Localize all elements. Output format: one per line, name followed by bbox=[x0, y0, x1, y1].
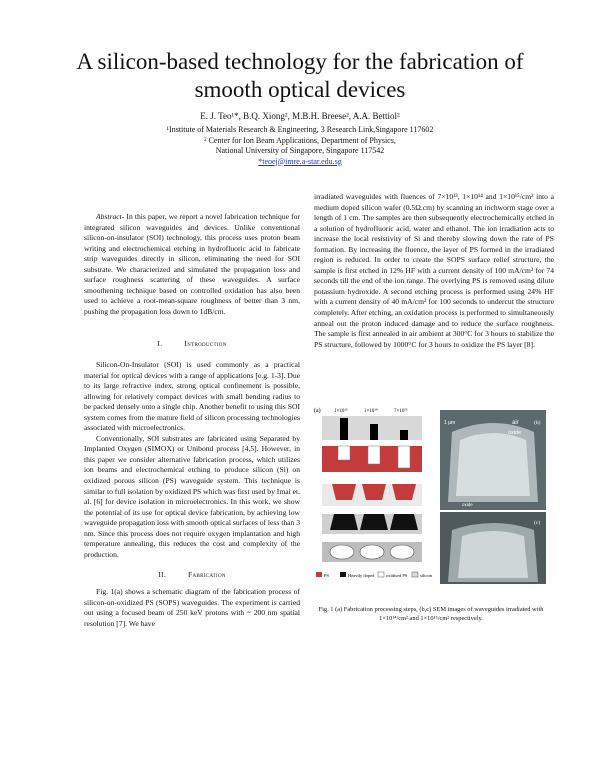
figure-legend bbox=[316, 572, 433, 578]
section-title: Introduction bbox=[184, 339, 227, 349]
legend-oxidised-ps: oxidised PS bbox=[386, 573, 408, 578]
paper-title bbox=[40, 48, 560, 104]
affiliations bbox=[40, 125, 560, 167]
affiliation-3: National University of Singapore, Singapore 117542 bbox=[215, 146, 385, 155]
figure-caption: Fig. 1 (a) Fabrication processing steps, (b,c) SEM images of waveguides irradiated with 1×10¹⁴/cm² and 1×10¹⁵/cm² respectively. bbox=[318, 606, 544, 622]
scale-label: 1 μm bbox=[444, 420, 456, 426]
abstract-text: In this paper, we report a novel fabrication technique for integrated silicon waveguides and devices. Unlike conventional silicon-on-insulator (SOI) technology, this process uses proton beam writing and electrochemical etching in hydrofluoric acid to fabricate strip waveguides directly in silicon, eliminating the need for SOI substrate. We characterized and simulated the propagation loss and surface roughness scattering of these waveguides. A surface smoothening technique based on controlled oxidation has also been used to achieve a root-mean-square roughness of better than 3 nm, pushing the propagation loss down to 1dB/cm. bbox=[84, 212, 300, 316]
section-title: Fabrication bbox=[188, 570, 226, 580]
fluence-label-1: 1×10¹⁵ bbox=[334, 409, 348, 414]
title-line-1: A silicon-based technology for the fabrication of bbox=[76, 49, 524, 74]
right-column bbox=[314, 192, 554, 350]
process-step-1 bbox=[322, 416, 422, 440]
title-line-2: smooth optical devices bbox=[194, 77, 406, 102]
bottom-oxide-label: oxide bbox=[462, 502, 473, 507]
process-step-5 bbox=[322, 542, 422, 562]
section-heading-introduction bbox=[84, 339, 300, 350]
author-list: E. J. Teo¹*, B.Q. Xiong², M.B.H. Breese², A.A. Bettiol² bbox=[200, 111, 400, 121]
air-label: air bbox=[512, 420, 519, 426]
process-step-3 bbox=[322, 484, 422, 506]
section-number: II. bbox=[158, 570, 167, 580]
sem-image-c bbox=[440, 512, 546, 584]
panel-c-label: (c) bbox=[534, 520, 541, 526]
legend-heavily-doped: Heavily doped bbox=[348, 573, 375, 578]
fabrication-paragraph-2: irradiated waveguides with fluences of 7×10¹³, 1×10¹⁴ and 1×10¹⁵/cm² into a medium doped silicon wafer (0.5Ω.cm) by scanning an inchworm stage over a length of 1 cm. The samples are then subsequently electrochemically etched in a solution of hydrofluoric acid, water and ethanol. The ion irradiation acts to increase the local resistivity of Si and thereby slowing down the rate of PS formation. By increasing the fluence, the layer of PS formed in the irradiated region is reduced. In order to create the SOPS surface relief structure, the sample is first etched in 12% HF with a current density of 100 mA/cm² for 74 seconds till the end of the ion range. The overlying PS is removed using dilute potassium hydroxide. A second etching process is performed using 24% HF with a current density of 40 mA/cm² for 100 seconds to undercut the structure completely. After etching, an oxidation process is performed to simultaneously anneal out the proton induced damage and to reduce the surface roughness. The sample is first annealed in air ambient at 300°C for 3 hours to stabilize the PS structure, followed by 1000°C for 3 hours to oxidize the PS layer [8]. bbox=[314, 192, 554, 349]
figure-1-graphic bbox=[312, 402, 550, 587]
legend-silicon: silicon bbox=[420, 573, 432, 578]
process-step-2 bbox=[322, 446, 422, 472]
sem-image-b bbox=[440, 410, 546, 510]
abstract-label: Abstract- bbox=[96, 212, 125, 221]
left-column bbox=[84, 212, 300, 629]
process-step-4 bbox=[322, 514, 422, 534]
fluence-label-3: 7×10¹³ bbox=[394, 409, 408, 414]
intro-paragraph-2: Conventionally, SOI substrates are fabricated using Separated by Implanted Oxygen (SIMOX) or Unibond process [4,5]. However, in this paper we consider alternative fabrication process, which utilizes ion beams and electrochemical etching to produce silicon (Si) on oxidized porous silicon (PS) waveguide system. This technique is similar to full isolation by oxidized PS which was first used by Imai et. al. [6] for device isolation in microelectronics. In this work, we show the potential of its use for optical device fabrication, by achieving low waveguide propagation loss with smooth optical surfaces of less than 3 nm. Since this process does not require oxygen implantation and high temperature annealing, this reduces the cost and complexity of the production. bbox=[84, 433, 300, 559]
section-number: I. bbox=[157, 339, 163, 349]
fabrication-paragraph-1: Fig. 1(a) shows a schematic diagram of the fabrication process of silicon-on-oxidized PS (SOPS) waveguides. The experiment is carried out using a focused beam of 250 keV protons with ~ 200 nm spatial resolution [7]. We have bbox=[84, 586, 300, 628]
affiliation-2: ² Center for Ion Beam Applications, Department of Physics, bbox=[204, 135, 396, 145]
affiliation-1: ¹Institute of Materials Research & Engineering, 3 Research Link,Singapore 117602 bbox=[166, 125, 434, 134]
fluence-label-2: 1×10¹⁴ bbox=[364, 409, 378, 414]
intro-paragraph-1: Silicon-On-Insulator (SOI) is used commonly as a practical material for optical devices with a range of applications [e.g. 1-3]. Due to its large refractive index, strong optical confinement is possible, allowing for relatively compact devices with small bending radius to be packed densely onto a single chip. Another benefit to using this SOI system comes from the mature field of silicon processing technologies associated with microelectronics. bbox=[84, 360, 300, 433]
figure-1 bbox=[312, 402, 550, 587]
section-heading-fabrication bbox=[84, 570, 300, 581]
email-link[interactable]: *teoej@imre.a-star.edu.sg bbox=[258, 156, 342, 166]
oxide-label: oxide bbox=[508, 430, 522, 436]
abstract bbox=[84, 212, 300, 317]
panel-b-label: (b) bbox=[534, 420, 541, 426]
legend-ps: PS bbox=[324, 573, 330, 578]
panel-a-label: (a) bbox=[314, 408, 321, 414]
